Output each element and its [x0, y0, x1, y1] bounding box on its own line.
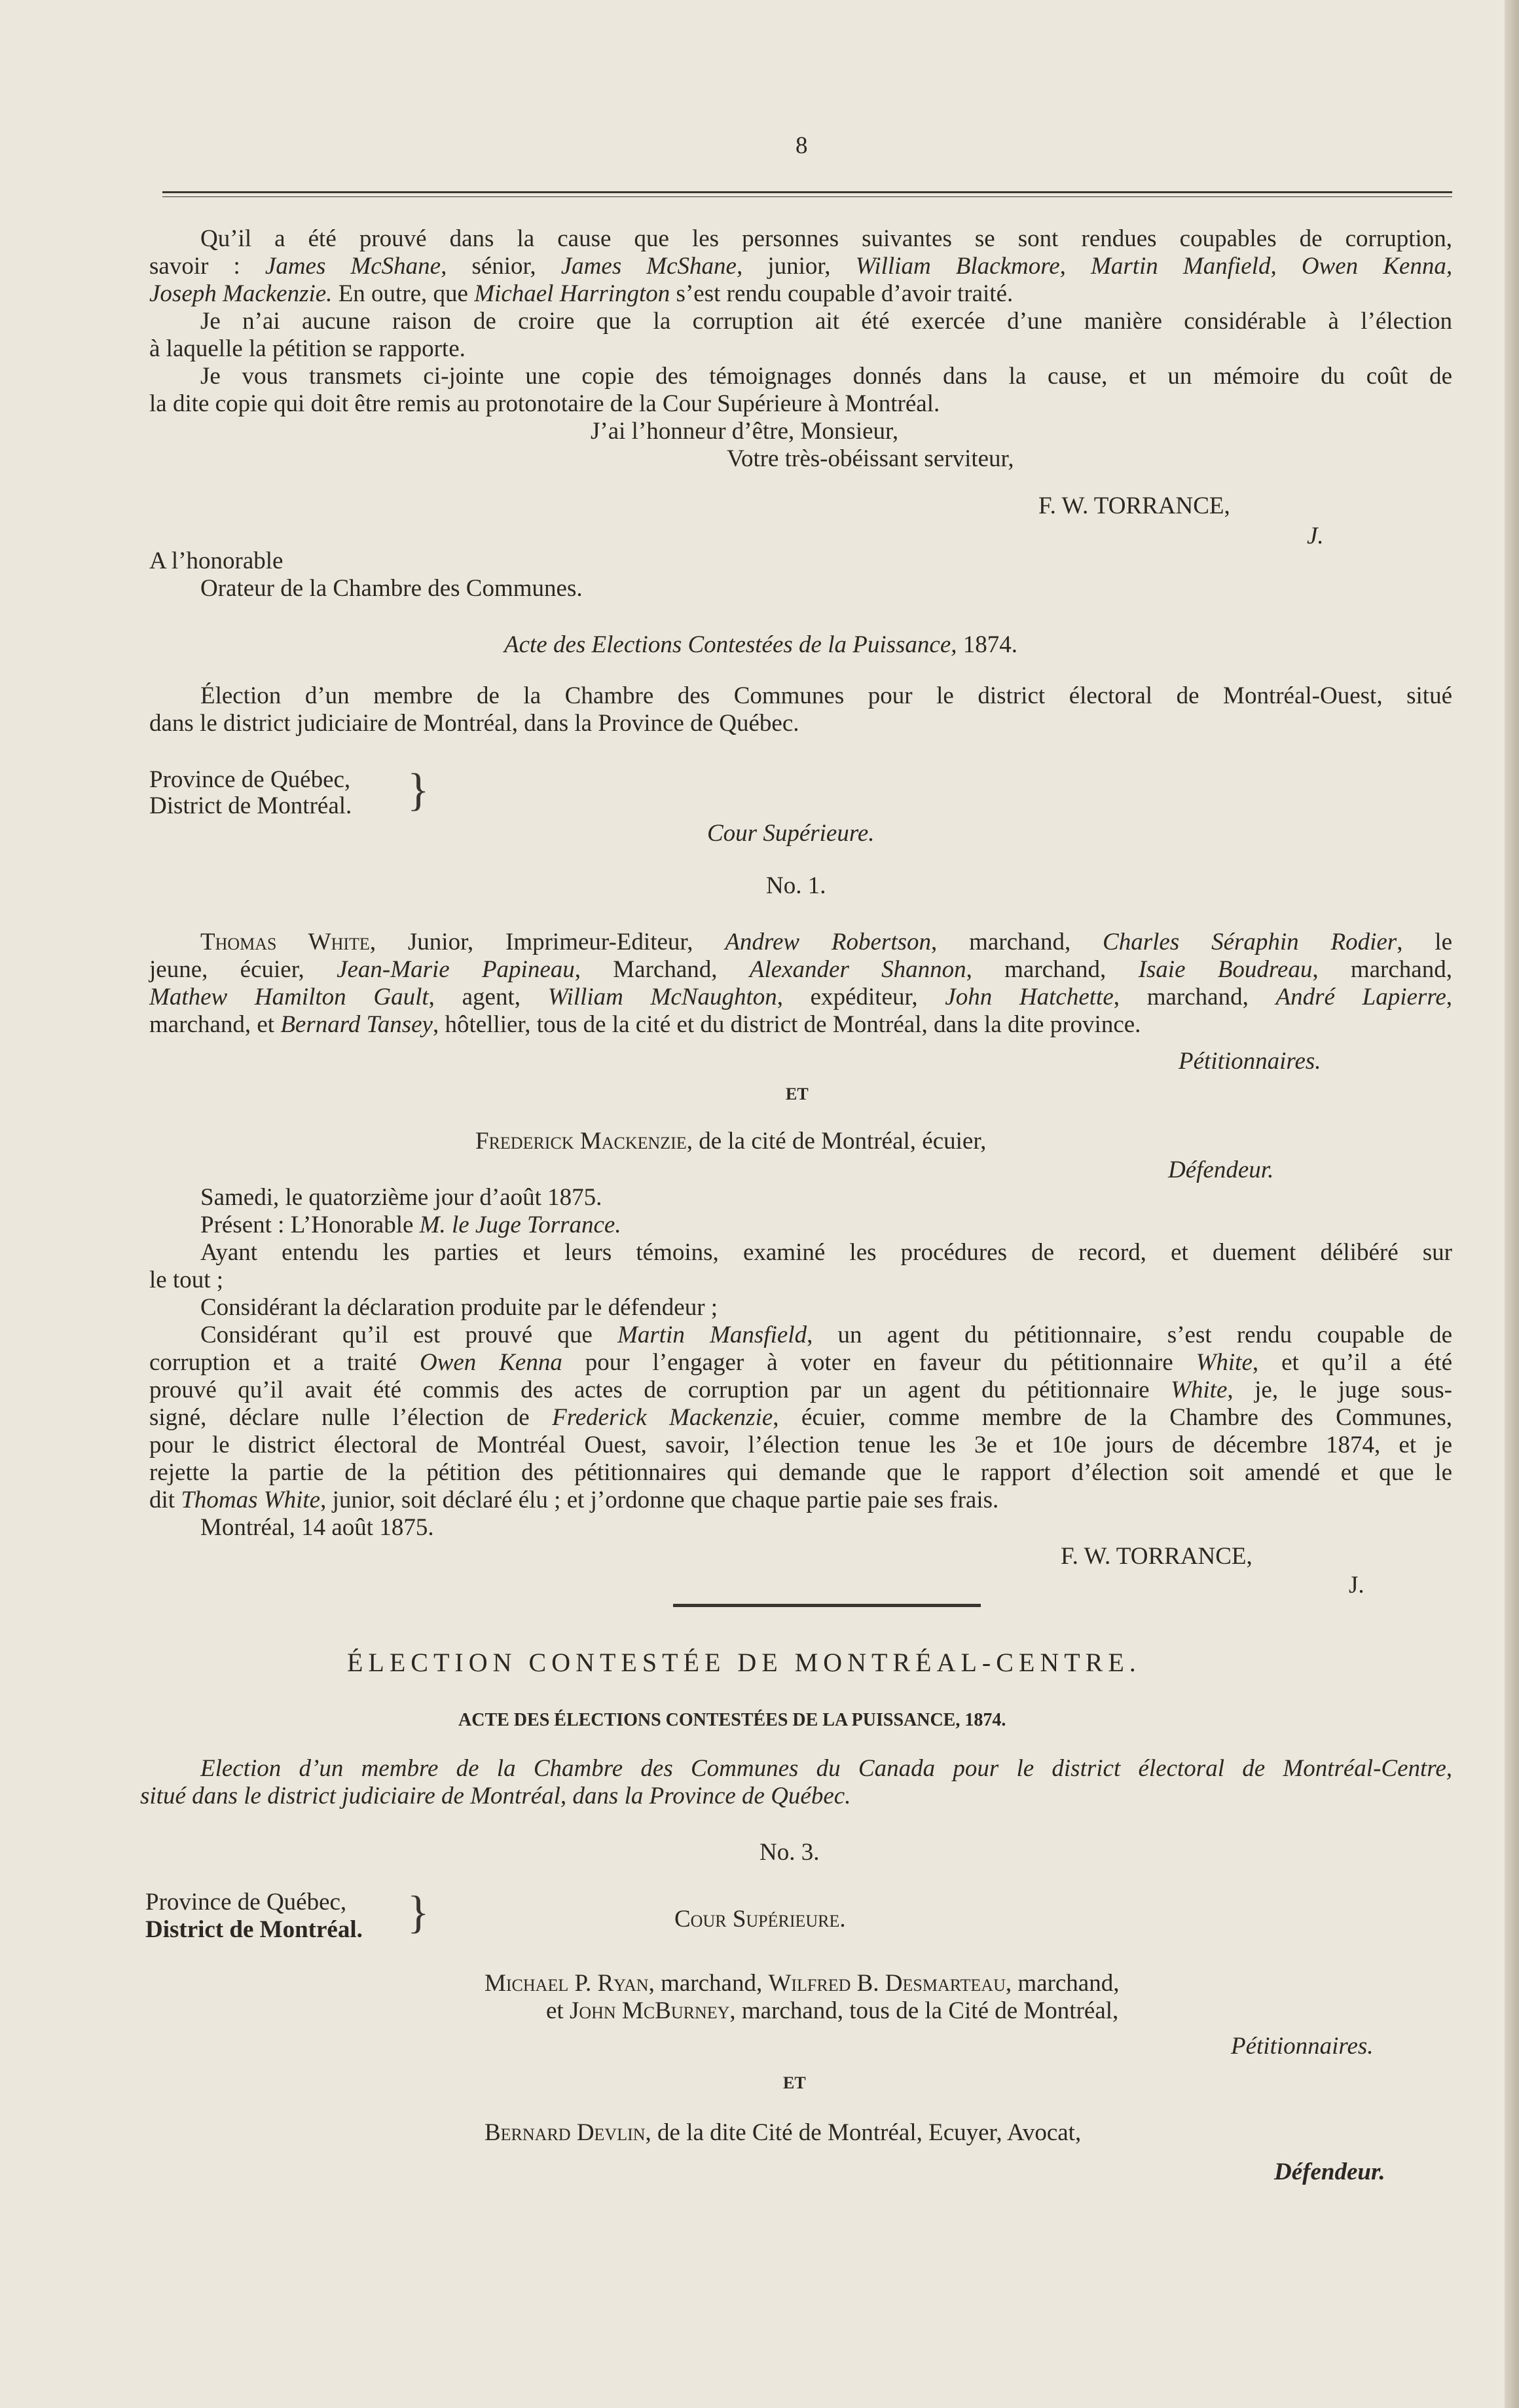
section1-place-date: Montréal, 14 août 1875. — [200, 1514, 434, 1541]
judgment-line1: Considérant qu’il est prouvé que Martin Mansfield, un agent du pétitionnaire, s’est rendu coupable de — [200, 1322, 1453, 1348]
section1-petitioners-label: Pétitionnaires. — [1179, 1048, 1321, 1075]
letter-signature: F. W. TORRANCE, — [1038, 492, 1230, 519]
letter-p1-line1: Qu’il a été prouvé dans la cause que les personnes suivantes se sont rendues coupables de corruption, — [200, 225, 1452, 252]
judgment-line6: rejette la partie de la pétition des pétitionnaires qui demande que le rapport d’élection soit amendé et que le — [149, 1459, 1452, 1486]
letter-signature-j: J. — [1307, 523, 1324, 549]
section2-election-line1: Election d’un membre de la Chambre des Communes du Canada pour le district électoral de Montréal-Centre, — [200, 1755, 1452, 1782]
section1-signature: F. W. TORRANCE, — [1061, 1543, 1253, 1570]
section2-act: ACTE DES ÉLECTIONS CONTESTÉES DE LA PUISSANCE, 1874. — [458, 1710, 1006, 1730]
top-rule-thin — [162, 196, 1452, 197]
letter-p1-line2: savoir : James McShane, sénior, James McShane, junior, William Blackmore, Martin Manfield, Owen Kenna, — [149, 253, 1453, 280]
section2-election-line2: situé dans le district judiciaire de Montréal, dans la Province de Québec. — [140, 1783, 851, 1809]
section2-number: No. 3. — [760, 1839, 820, 1866]
section1-parties-line3: Mathew Hamilton Gault, agent, William McNaughton, expéditeur, John Hatchette, marchand, André Lapierre, — [149, 984, 1453, 1010]
section2-parties-line1: Michael P. Ryan, marchand, Wilfred B. Desmarteau, marchand, — [485, 1970, 1120, 1997]
page-number: 8 — [796, 132, 808, 159]
section2-court: Cour Supérieure. — [674, 1906, 846, 1933]
letter-closing-2: Votre très-obéissant serviteur, — [727, 445, 1014, 472]
section1-election-line2: dans le district judiciaire de Montréal, dans la Province de Québec. — [149, 710, 799, 737]
section1-parties-line2: jeune, écuier, Jean-Marie Papineau, Marchand, Alexander Shannon, marchand, Isaie Boudreau, marchand, — [149, 956, 1452, 983]
section1-election-line1: Élection d’un membre de la Chambre des Communes pour le district électoral de Montréal-Ouest, situé — [200, 682, 1452, 709]
section1-signature-j: J. — [1349, 1572, 1364, 1599]
top-rule — [162, 191, 1452, 193]
section2-defendant: Bernard Devlin, de la dite Cité de Montréal, Ecuyer, Avocat, — [485, 2119, 1082, 2146]
judgment-line5: pour le district électoral de Montréal Ouest, savoir, l’élection tenue les 3e et 10e jours de décembre 1874, et je — [149, 1432, 1452, 1458]
section2-petitioners-label: Pétitionnaires. — [1231, 2033, 1374, 2060]
page-spine-shadow — [1505, 0, 1519, 2408]
section2-district: District de Montréal. — [145, 1916, 363, 1943]
judgment-line4: signé, déclare nulle l’élection de Frederick Mackenzie, écuier, comme membre de la Chambre des Communes, — [149, 1404, 1452, 1431]
section2-et: ET — [783, 2073, 806, 2092]
section1-date: Samedi, le quatorzième jour d’août 1875. — [200, 1184, 602, 1211]
section2-brace: } — [407, 1887, 430, 1938]
section2-defendant-label: Défendeur. — [1274, 2158, 1385, 2185]
section2-province: Province de Québec, — [145, 1889, 347, 1916]
section1-parties-line4: marchand, et Bernard Tansey, hôtellier, tous de la cité et du district de Montréal, dans la dite province. — [149, 1011, 1141, 1038]
section1-brace: } — [407, 765, 430, 815]
section1-province: Province de Québec, — [149, 766, 351, 793]
section1-ayant-line1: Ayant entendu les parties et leurs témoins, examiné les procédures de record, et duement délibéré sur — [200, 1239, 1452, 1266]
section1-defendant: Frederick Mackenzie, de la cité de Montréal, écuier, — [475, 1128, 987, 1155]
letter-p1-line3: Joseph Mackenzie. En outre, que Michael Harrington s’est rendu coupable d’avoir traité. — [149, 280, 1014, 307]
judgment-line2: corruption et a traité Owen Kenna pour l’engager à voter en faveur du pétitionnaire White, et qu’il a été — [149, 1349, 1452, 1376]
section1-considerant-1: Considérant la déclaration produite par le défendeur ; — [200, 1294, 718, 1321]
section1-present: Présent : L’Honorable M. le Juge Torrance. — [200, 1212, 621, 1238]
letter-p3-line1: Je vous transmets ci-jointe une copie des témoignages donnés dans la cause, et un mémoire du coût de — [200, 363, 1452, 390]
section1-district: District de Montréal. — [149, 792, 352, 819]
section2-parties-line2: et John McBurney, marchand, tous de la Cité de Montréal, — [546, 1997, 1119, 2024]
letter-p2-line1: Je n’ai aucune raison de croire que la corruption ait été exercée d’une manière considérable à l’élection — [200, 308, 1452, 335]
letter-addressee-1: A l’honorable — [149, 547, 284, 574]
judgment-line7: dit Thomas White, junior, soit déclaré élu ; et j’ordonne que chaque partie paie ses frais. — [149, 1487, 999, 1513]
section1-court: Cour Supérieure. — [707, 820, 875, 847]
judgment-line3: prouvé qu’il avait été commis des actes de corruption par un agent du pétitionnaire White, je, le juge sous- — [149, 1377, 1452, 1403]
section1-defendant-label: Défendeur. — [1168, 1157, 1274, 1183]
section1-parties-line1: Thomas White, Junior, Imprimeur-Editeur, Andrew Robertson, marchand, Charles Séraphin Rodier, le — [200, 929, 1453, 955]
section1-number: No. 1. — [766, 872, 826, 899]
section2-heading: ÉLECTION CONTESTÉE DE MONTRÉAL-CENTRE. — [347, 1648, 1141, 1677]
section-divider — [673, 1604, 981, 1607]
section1-act-title: Acte des Elections Contestées de la Puissance, 1874. — [504, 631, 1018, 658]
section1-ayant-line2: le tout ; — [149, 1267, 224, 1293]
letter-p2-line2: à laquelle la pétition se rapporte. — [149, 335, 466, 362]
letter-p3-line2: la dite copie qui doit être remis au protonotaire de la Cour Supérieure à Montréal. — [149, 390, 940, 417]
section1-et: ET — [786, 1084, 809, 1103]
letter-addressee-2: Orateur de la Chambre des Communes. — [200, 575, 583, 602]
letter-closing-1: J’ai l’honneur d’être, Monsieur, — [591, 418, 899, 445]
